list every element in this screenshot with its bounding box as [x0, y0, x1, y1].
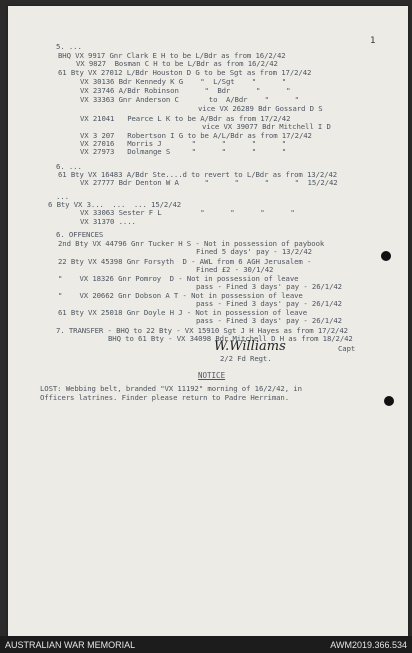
- footer-institution: AUSTRALIAN WAR MEMORIAL: [5, 639, 136, 650]
- typed-line: 6. OFFENCES: [56, 230, 104, 239]
- typed-line: VX 3 207 Robertson I G to be A/L/Bdr as from 17/2/42: [80, 131, 312, 140]
- footer-reference: AWM2019.366.534: [330, 639, 407, 650]
- typed-line: 7. TRANSFER - BHQ to 22 Bty - VX 15910 Sgt J H Hayes as from 17/2/42: [56, 326, 348, 335]
- page-number: 1: [370, 36, 376, 46]
- punch-hole-icon: [384, 396, 394, 406]
- typed-line: BHQ to 61 Bty - VX 34098 Bdr Mitchell D H as from 18/2/42: [108, 334, 353, 343]
- typed-line: ...: [56, 192, 69, 201]
- typed-line: vice VX 39077 Bdr Mitchell I D: [202, 122, 331, 131]
- typed-line: VX 21041 Pearce L K to be A/Bdr as from 17/2/42: [80, 114, 291, 123]
- signature: W.Williams: [214, 339, 286, 354]
- typed-line: pass - Fined 3 days' pay - 26/1/42: [196, 282, 342, 291]
- typed-line: 61 Bty VX 27012 L/Bdr Houston D G to be Sgt as from 17/2/42: [58, 68, 312, 77]
- typed-line: 6. ...: [56, 162, 82, 171]
- typed-line: Fined £2 - 30/1/42: [196, 265, 274, 274]
- typed-line: VX 30136 Bdr Kennedy K G " L/Sgt " ": [80, 77, 287, 86]
- punch-hole-icon: [381, 251, 391, 261]
- typed-line: " VX 20662 Gnr Dobson A T - Not in possession of leave: [58, 291, 303, 300]
- typed-line: VX 23746 A/Bdr Robinson " Bdr " ": [80, 86, 291, 95]
- typed-line: 61 Bty VX 25018 Gnr Doyle H J - Not in possession of leave: [58, 308, 308, 317]
- typed-line: pass - Fined 3 days' pay - 26/1/42: [196, 316, 342, 325]
- document-page: [8, 6, 408, 636]
- typed-line: 61 Bty VX 16483 A/Bdr Ste....d to revert to L/Bdr as from 13/2/42: [58, 170, 338, 179]
- typed-line: VX 33063 Sester F L " " " ": [80, 208, 295, 217]
- notice-heading: NOTICE: [198, 371, 226, 380]
- typed-line: BHQ VX 9917 Gnr Clark E H to be L/Bdr as from 16/2/42: [58, 51, 286, 60]
- typed-line: 2nd Bty VX 44796 Gnr Tucker H S - Not in possession of paybook: [58, 239, 325, 248]
- typed-line: " VX 18326 Gnr Pomroy D - Not in possession of leave: [58, 274, 299, 283]
- archive-footer: [0, 636, 412, 653]
- typed-line: VX 27973 Dolmange S " " " ": [80, 147, 287, 156]
- typed-line: vice VX 26289 Bdr Gossard D S: [198, 104, 323, 113]
- typed-line: VX 9827 Bosman C H to be L/Bdr as from 16/2/42: [76, 59, 278, 68]
- typed-line: VX 33363 Gnr Anderson C to A/Bdr " ": [80, 95, 299, 104]
- notice-line: LOST: Webbing belt, branded "VX 11192" morning of 16/2/42, in: [40, 384, 302, 393]
- typed-line: 22 Bty VX 45398 Gnr Forsyth D - AWL from 6 AGH Jerusalem -: [58, 257, 312, 266]
- typed-line: 2/2 Fd Regt.: [220, 354, 272, 363]
- notice-line: Officers latrines. Finder please return to Padre Herriman.: [40, 393, 290, 402]
- typed-line: VX 27016 Morris J " " " ": [80, 139, 287, 148]
- typed-line: VX 27777 Bdr Denton W A " " " " 15/2/42: [80, 178, 338, 187]
- typed-line: 5. ...: [56, 42, 82, 51]
- typed-line: pass - Fined 3 days' pay - 26/1/42: [196, 299, 342, 308]
- typed-line: VX 31370 ....: [80, 217, 136, 226]
- typed-line: 6 Bty VX 3... ... ... 15/2/42: [48, 200, 182, 209]
- typed-line: Capt: [338, 344, 356, 353]
- typed-line: Fined 5 days' pay - 13/2/42: [196, 247, 312, 256]
